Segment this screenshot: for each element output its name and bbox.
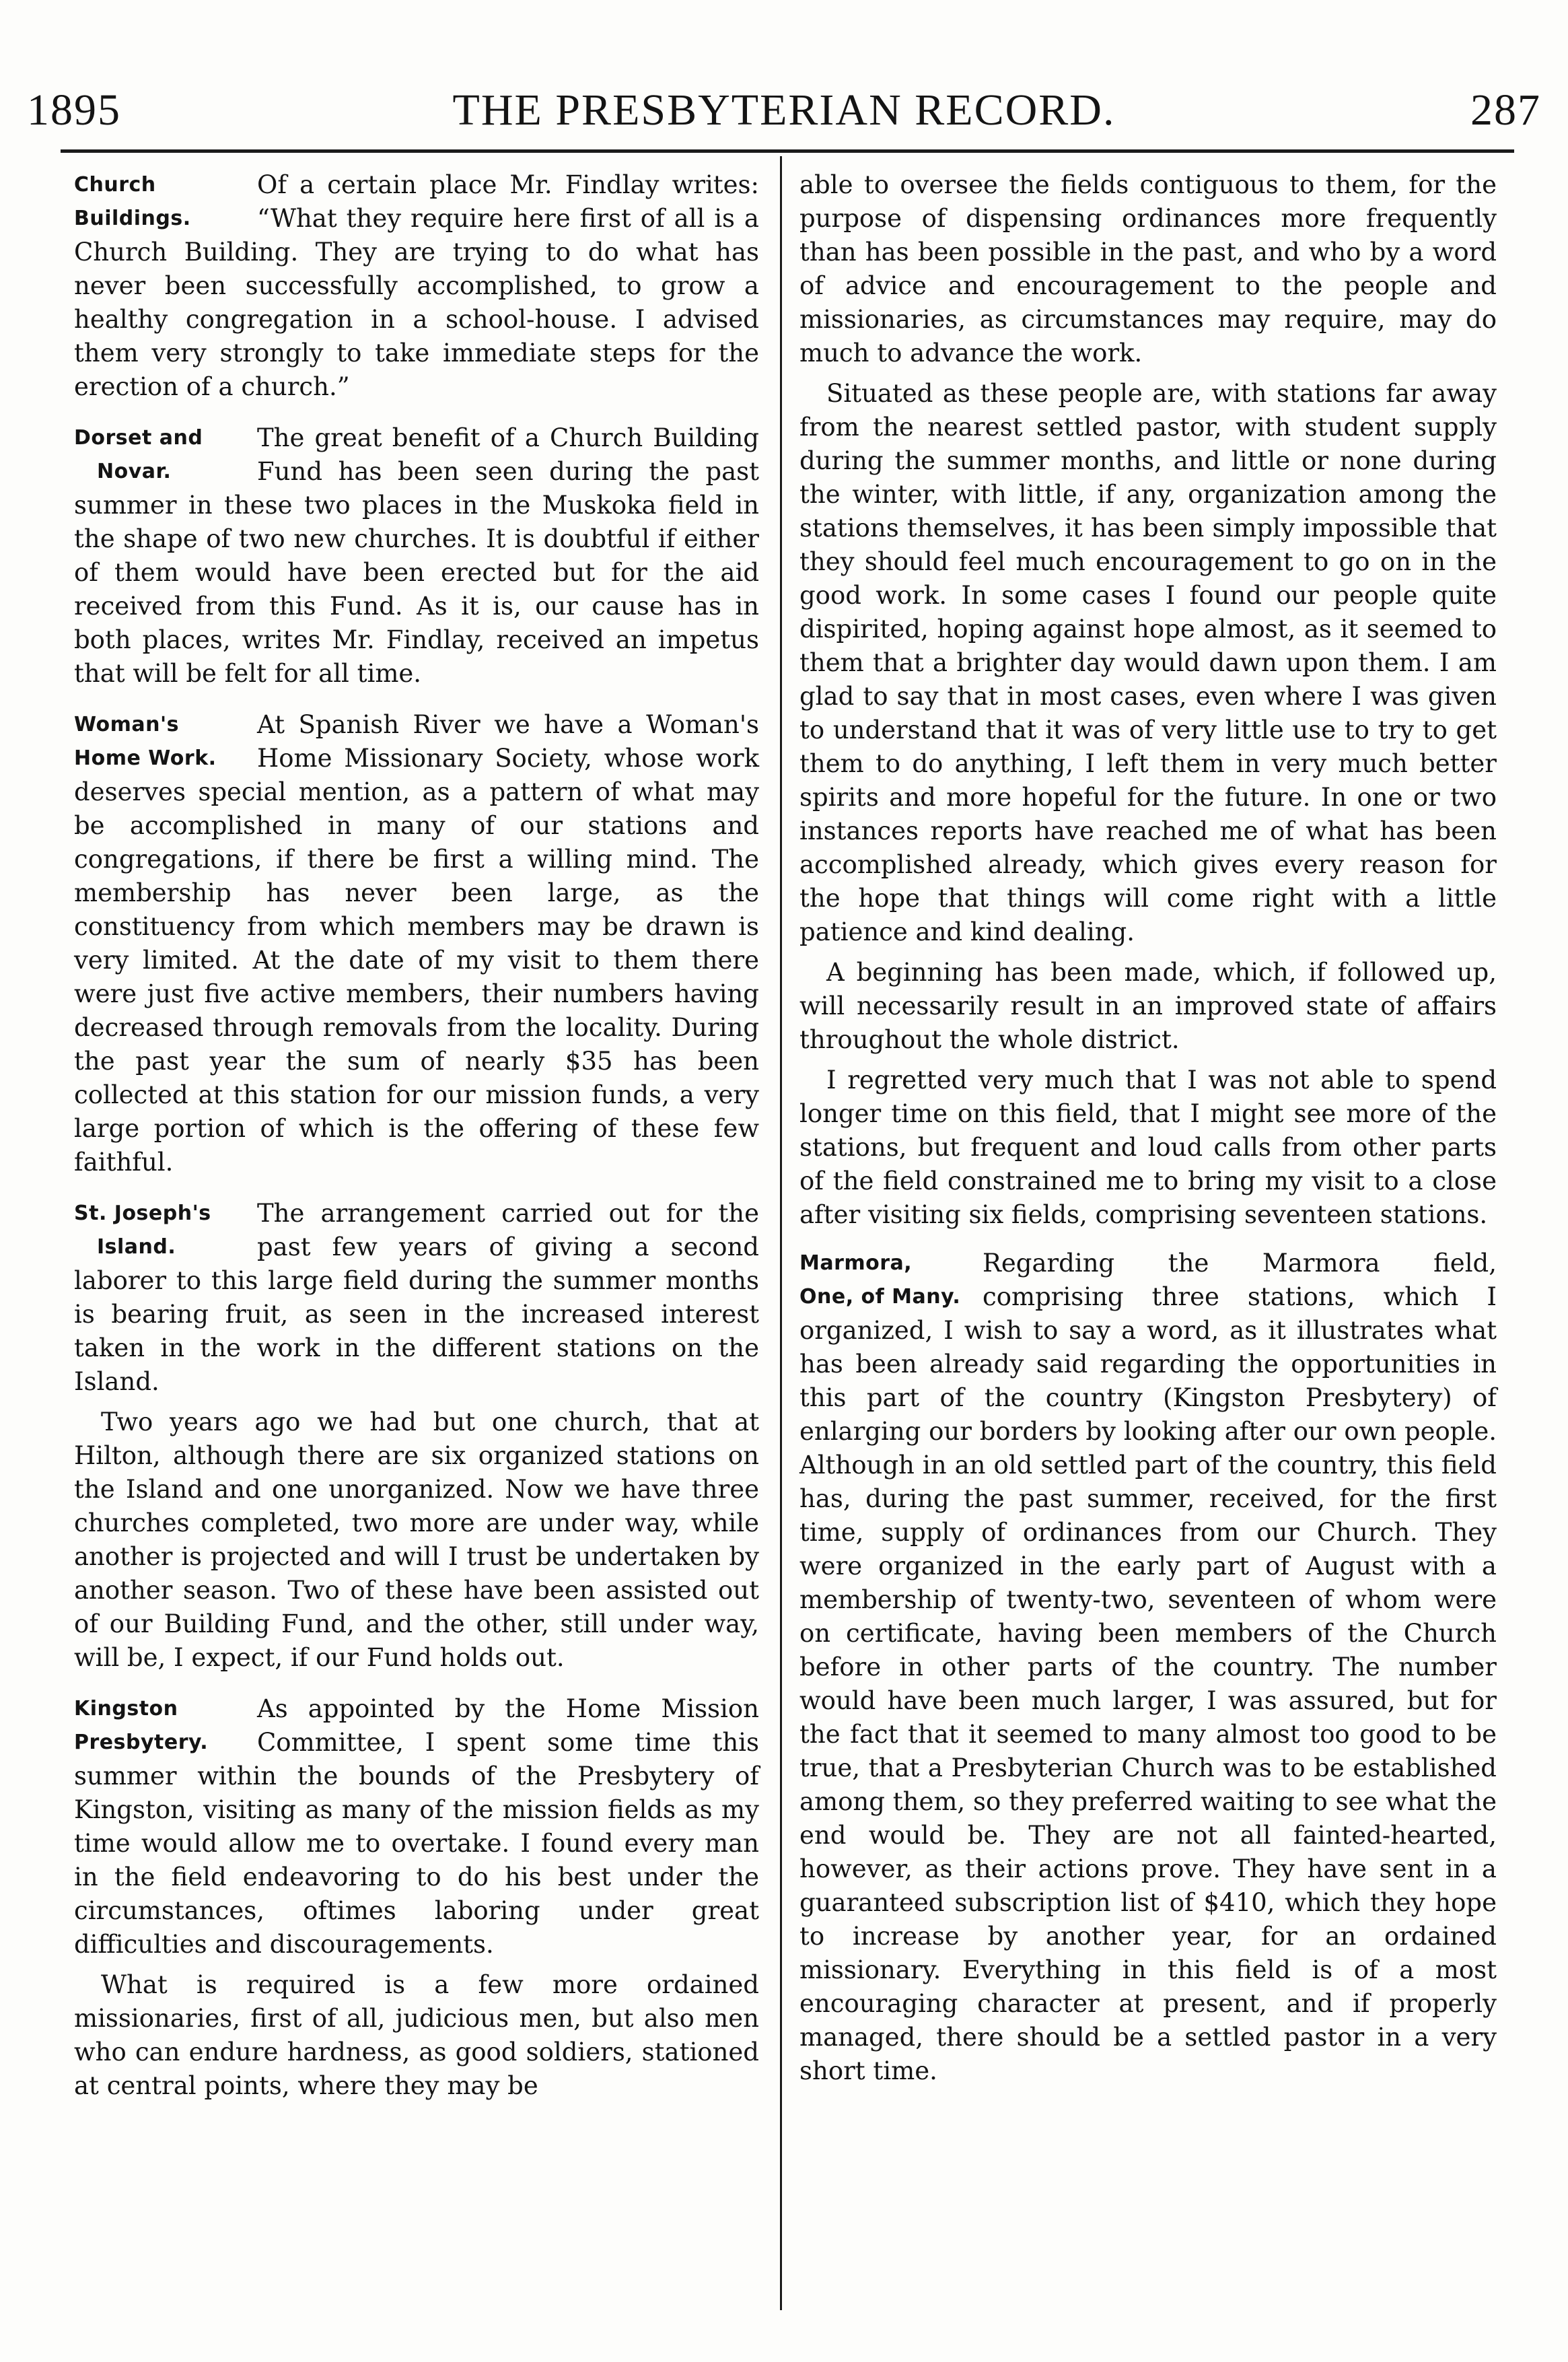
- sidenote-dorset-novar: Dorset and Novar.: [74, 426, 203, 483]
- section-kingston-presbytery: [74, 1692, 759, 2103]
- page-header: [27, 79, 1541, 141]
- paragraph-continued: able to oversee the fields contiguous to them, for the purpose of dispensing ordinances more frequently than has been possible in the past, and who by a word of advice and encouragement to the people and missionaries, as circumstances may require, may do much to advance the work.: [799, 170, 1497, 368]
- paragraph-st-josephs-1: The arrangement carried out for the past few years of giving a second laborer to this large field during the summer months is bearing fruit, as seen in the increased interest taken in the work in the different stations on the Island.: [74, 1199, 759, 1396]
- sidenote-womans-home-work: Woman's Home Work.: [74, 713, 217, 770]
- paragraph-dorset-novar: The great benefit of a Church Building Fund has been seen during the past summer in these two places in the Muskoka field in the shape of two new churches. It is doubtful if either of them would have been erected but for the aid received from this Fund. As it is, our cause has in both places, writes Mr. Findlay, received an impetus that will be felt for all time.: [74, 423, 759, 688]
- section-dorset-novar: [74, 421, 759, 691]
- paragraph-marmora: Regarding the Marmora field, comprising three stations, which I organized, I wish to say a word, as it illustrates what has been already said regarding the opportunities in this part of the country (Kingston Presbytery) of enlarging our borders by looking after our own people. Although in an old settled part of the country, this field has, during the past summer, received, for the first time, supply of ordinances from our Church. They were organized in the early part of August with a membership of twenty-two, seventeen of whom were on certificate, having been members of the Church before in other parts of the country. The number would have been much larger, I was assured, but for the fact that it seemed to many almost too good to be true, that a Presbyterian Church was to be established among them, so they preferred waiting to see what the end would be. They are not all fainted-hearted, however, as their actions prove. They have sent in a guaranteed subscription list of $410, which they hope to increase by another year, for an ordained missionary. Everything in this field is of a most encouraging character at present, and if properly managed, there should be a settled pastor in a very short time.: [799, 1249, 1497, 2085]
- header-title: THE PRESBYTERIAN RECORD.: [452, 85, 1116, 135]
- right-column: [799, 168, 1497, 2106]
- header-rule: [61, 149, 1514, 153]
- sidenote-church-buildings: Church Buildings.: [74, 173, 191, 230]
- sidenote-marmora: Marmora, One, of Many.: [799, 1251, 961, 1309]
- paragraph-womans-home-work: At Spanish River we have a Woman's Home Missionary Society, whose work deserves special mention, as a pattern of what may be accomplished in many of our stations and congregations, if there be first a willing mind. The membership has never been large, as the constituency from which members may be drawn is very limited. At the date of my visit to them there were just five active members, their numbers having decreased through removals from the locality. During the past year the sum of nearly $35 has been collected at this station for our mission funds, a very large portion of which is the offering of these few faithful.: [74, 710, 759, 1177]
- paragraph-kingston-1: As appointed by the Home Mission Committee, I spent some time this summer within the bounds of the Presbytery of Kingston, visiting as many of the mission fields as my time would allow me to overtake. I found every man in the field endeavoring to do his best under the circumstances, oftimes laboring under great difficulties and discouragements.: [74, 1694, 759, 1959]
- paragraph-kingston-2: What is required is a few more ordained missionaries, first of all, judicious men, but also men who can endure hardness, as good soldiers, stationed at central points, where they may be: [74, 1970, 759, 2100]
- section-marmora: [799, 1247, 1497, 2088]
- sidenote-st-josephs-island: St. Joseph's Island.: [74, 1202, 211, 1259]
- paragraph-church-buildings: Of a certain place Mr. Findlay writes: “What they require here first of all is a Church Building. They are trying to do what has never been successfully accomplished, to grow a healthy congregation in a school-house. I advised them very strongly to take immediate steps for the erection of a church.”: [74, 170, 759, 401]
- section-st-josephs-island: [74, 1197, 759, 1675]
- paragraph-situated: Situated as these people are, with stations far away from the nearest settled pastor, with student supply during the summer months, and little or none during the winter, with little, if any, organization among the stations themselves, it has been simply impossible that they should feel much encouragement to go on in the good work. In some cases I found our people quite dispirited, hoping against hope almost, as it seemed to them that a brighter day would dawn upon them. I am glad to say that in most cases, even where I was given to understand that it was of very little use to try to get them to do anything, I left them in very much better spirits and more hopeful for the future. In one or two instances reports have reached me of what has been accomplished already, which gives every reason for the hope that things will come right with a little patience and kind dealing.: [799, 379, 1497, 946]
- header-year: 1895: [27, 85, 121, 135]
- paragraph-st-josephs-2: Two years ago we had but one church, that at Hilton, although there are six organized stations on the Island and one unorganized. Now we have three churches completed, two more are under way, while another is projected and will I trust be undertaken by another season. Two of these have been assisted out of our Building Fund, and the other, still under way, will be, I expect, if our Fund holds out.: [74, 1408, 759, 1672]
- sidenote-kingston-presbytery: Kingston Presbytery.: [74, 1697, 209, 1754]
- section-womans-home-work: [74, 708, 759, 1179]
- paragraph-beginning: A beginning has been made, which, if followed up, will necessarily result in an improved state of affairs throughout the whole district.: [799, 958, 1497, 1054]
- column-divider: [780, 156, 782, 2310]
- paragraph-regretted: I regretted very much that I was not able to spend longer time on this field, that I might see more of the stations, but frequent and loud calls from other parts of the field constrained me to bring my visit to a close after visiting six fields, comprising seventeen stations.: [799, 1066, 1497, 1229]
- section-church-buildings: [74, 168, 759, 404]
- left-column: [74, 168, 759, 2120]
- header-page-number: 287: [1470, 85, 1541, 135]
